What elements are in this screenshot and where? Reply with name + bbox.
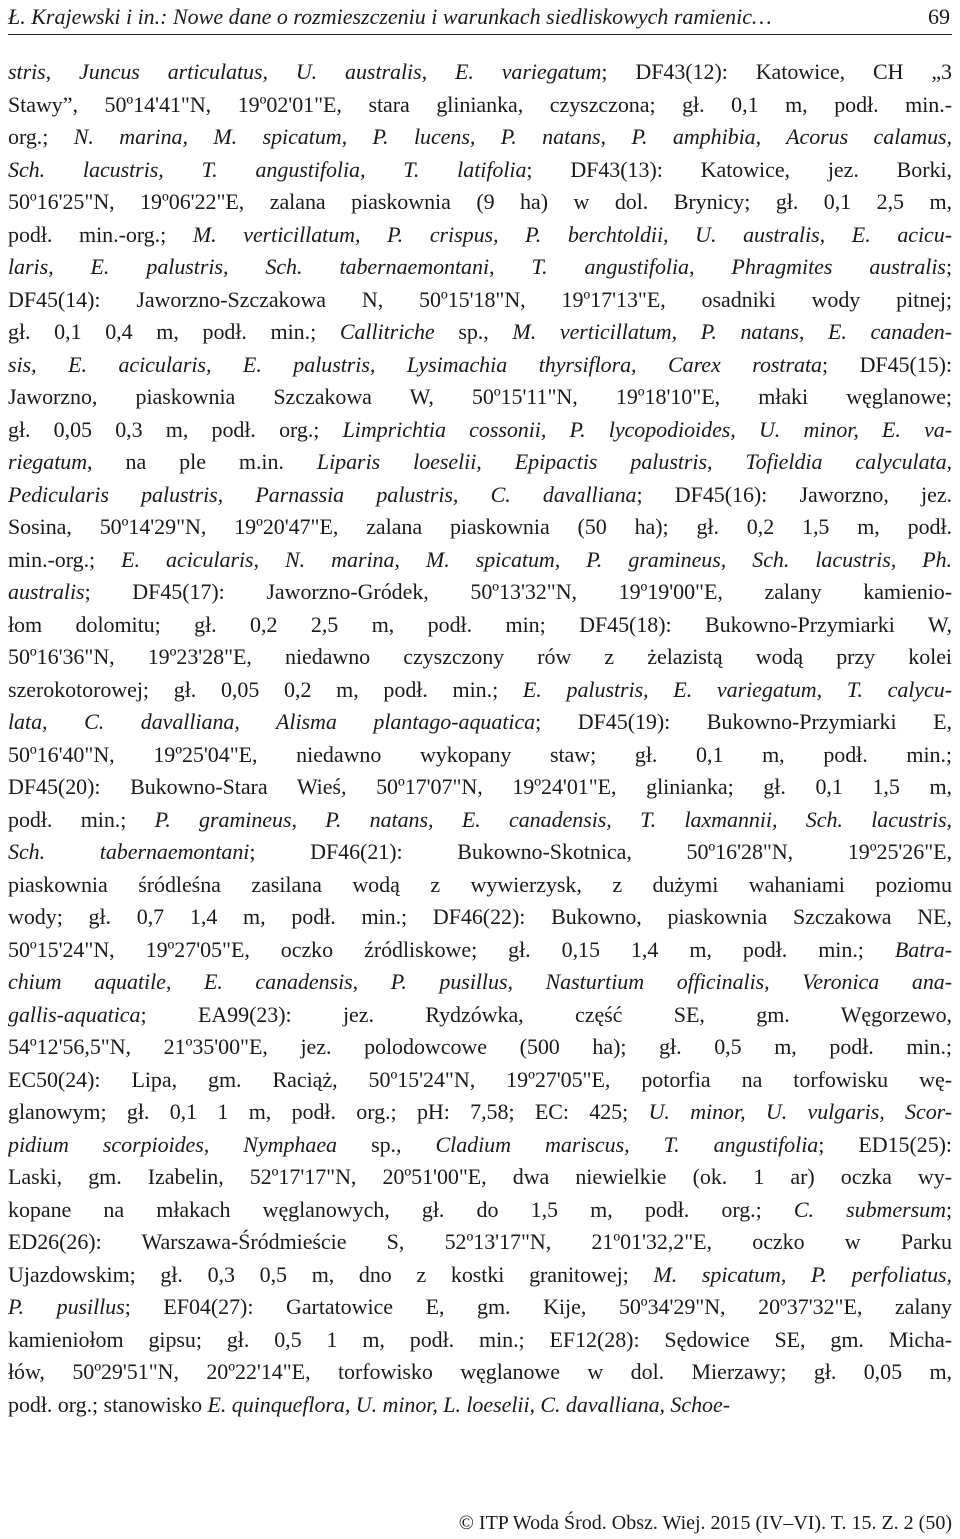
italic-species-name: M. verticillatum, P. crispus, P. berchtoldii, U. australis, E. acicu- xyxy=(192,221,952,247)
text-line xyxy=(8,1324,952,1357)
text-segment: łom dolomitu; gł. 0,2 2,5 m, podł. min; DF45(18): Bukowno-Przymiarki W, xyxy=(8,611,952,637)
text-line xyxy=(8,1291,952,1324)
text-line xyxy=(8,836,952,869)
text-segment: sp., xyxy=(337,1131,436,1157)
text-line xyxy=(8,89,952,122)
italic-species-name: E. acicularis, N. marina, M. spicatum, P. gramineus, Sch. lacustris, Ph. xyxy=(121,546,952,572)
text-line xyxy=(8,609,952,642)
text-segment: ; ED15(25): xyxy=(818,1131,952,1157)
text-line xyxy=(8,739,952,772)
text-segment: piaskownia śródleśna zasilana wodą z wywierzysk, z dużymi wahaniami poziomu xyxy=(8,871,952,897)
text-segment: podł. min.-org.; xyxy=(8,221,193,247)
text-line xyxy=(8,251,952,284)
text-line xyxy=(8,446,952,479)
text-line xyxy=(8,56,952,89)
text-segment: , na ple m.in. xyxy=(87,449,317,474)
text-line xyxy=(8,999,952,1032)
text-line xyxy=(8,154,952,187)
text-segment: DF45(20): Bukowno-Stara Wieś, 50º17'07"N, 19º24'01"E, glinianka; gł. 0,1 1,5 m, xyxy=(8,774,952,799)
text-line xyxy=(8,869,952,902)
text-segment: ; DF46(21): Bukowno-Skotnica, 50º16'28"N, 19º25'26"E, xyxy=(249,839,952,864)
text-segment: 50º16'25"N, 19º06'22"E, zalana piaskownia (9 ha) w dol. Brynicy; gł. 0,1 2,5 m, xyxy=(8,189,952,214)
text-line xyxy=(8,349,952,382)
text-segment: ; DF43(13): Katowice, jez. Borki, xyxy=(526,156,952,182)
italic-species-name: E. quinqueflora, U. minor, L. loeselii, C. davalliana, Schoe- xyxy=(207,1391,730,1417)
text-line xyxy=(8,316,952,349)
text-segment: gł. 0,1 0,4 m, podł. min.; xyxy=(8,319,340,344)
text-line xyxy=(8,934,952,967)
text-line xyxy=(8,121,952,154)
italic-species-name: chium aquatile, E. canadensis, P. pusillus, Nasturtium officinalis, Veronica ana- xyxy=(8,969,952,994)
text-segment: 50º15'24"N, 19º27'05"E, oczko źródliskowe; gł. 0,15 1,4 m, podł. min.; xyxy=(8,936,895,962)
text-line xyxy=(8,1096,952,1129)
text-segment: kopane na młakach węglanowych, gł. do 1,5 m, podł. org.; xyxy=(8,1196,794,1222)
italic-species-name: C. submersum xyxy=(793,1196,946,1222)
italic-species-name: Pedicularis palustris, Parnassia palustris, C. davalliana xyxy=(8,481,637,507)
italic-species-name: Batra- xyxy=(894,936,952,962)
page-number: 69 xyxy=(928,4,950,29)
text-line xyxy=(8,804,952,837)
text-line xyxy=(8,576,952,609)
italic-species-name: E. palustris, E. variegatum, T. calycu- xyxy=(522,676,952,702)
italic-species-name: Sch. tabernaemontani xyxy=(8,839,250,864)
text-segment: ; DF45(15): xyxy=(821,351,952,377)
text-segment: sp., xyxy=(434,319,513,344)
text-segment: glanowym; gł. 0,1 1 m, podł. org.; pH: 7,58; EC: 425; xyxy=(8,1099,649,1124)
text-segment: ; DF43(12): Katowice, CH „3 xyxy=(601,59,952,84)
text-segment: ED26(26): Warszawa-Śródmieście S, 52º13'17"N, 21º01'32,2"E, oczko w Parku xyxy=(8,1229,952,1254)
text-line xyxy=(8,219,952,252)
text-segment: ; DF45(16): Jaworzno, jez. xyxy=(636,481,952,507)
running-header-title: Ł. Krajewski i in.: Nowe dane o rozmieszczeniu i warunkach siedliskowych ramienic… xyxy=(8,4,772,29)
article-body-text xyxy=(8,56,952,1421)
journal-footer: © ITP Woda Środ. Obsz. Wiej. 2015 (IV–VI). T. 15. Z. 2 (50) xyxy=(458,1512,952,1534)
text-line xyxy=(8,1194,952,1227)
text-segment: Sosina, 50º14'29"N, 19º20'47"E, zalana piaskownia (50 ha); gł. 0,2 1,5 m, podł. xyxy=(8,514,952,539)
text-line xyxy=(8,966,952,999)
text-segment: ; EF04(27): Gartatowice E, gm. Kije, 50º34'29"N, 20º37'32"E, zalany xyxy=(124,1294,952,1319)
text-segment: 54º12'56,5"N, 21º35'00"E, jez. polodowcowe (500 ha); gł. 0,5 m, podł. min.; xyxy=(8,1034,952,1059)
italic-species-name: Sch. lacustris, T. angustifolia, T. latifolia xyxy=(8,156,527,182)
italic-species-name: N. marina, M. spicatum, P. lucens, P. natans, P. amphibia, Acorus calamus, xyxy=(73,124,952,149)
text-segment: 50º16'40"N, 19º25'04"E, niedawno wykopany staw; gł. 0,1 m, podł. min.; xyxy=(8,741,952,767)
text-segment: podł. min.; xyxy=(8,806,155,832)
text-segment: szerokotorowej; gł. 0,05 0,2 m, podł. min.; xyxy=(8,676,523,702)
text-line xyxy=(8,479,952,512)
text-segment: EC50(24): Lipa, gm. Raciąż, 50º15'24"N, 19º27'05"E, potorfia na torfowisku wę- xyxy=(8,1066,952,1092)
italic-species-name: stris, Juncus articulatus, U. australis, E. variegatum xyxy=(8,59,602,84)
text-segment: ; EA99(23): jez. Rydzówka, część SE, gm. Węgorzewo, xyxy=(140,1001,952,1027)
italic-species-name: lata, C. davalliana, Alisma plantago-aquatica xyxy=(8,709,536,734)
italic-species-name: Cladium mariscus, T. angustifolia xyxy=(435,1131,819,1157)
italic-species-name: laris, E. palustris, Sch. tabernaemontani, T. angustifolia, Phragmites australis xyxy=(8,254,946,279)
text-segment: min.-org.; xyxy=(8,546,122,572)
italic-species-name: M. spicatum, P. perfoliatus, xyxy=(653,1261,952,1287)
italic-species-name: riegatum xyxy=(8,449,88,474)
text-line xyxy=(8,1389,952,1422)
italic-species-name: U. minor, U. vulgaris, Scor- xyxy=(648,1099,952,1124)
italic-species-name: australis xyxy=(8,579,85,604)
text-segment: ; DF45(19): Bukowno-Przymiarki E, xyxy=(535,709,952,734)
text-segment: Jaworzno, piaskownia Szczakowa W, 50º15'11"N, 19º18'10"E, młaki węglanowe; xyxy=(8,384,952,409)
text-segment: gł. 0,05 0,3 m, podł. org.; xyxy=(8,416,343,442)
italic-species-name: Liparis loeselii, Epipactis palustris, Tofieldia calyculata, xyxy=(316,449,952,474)
italic-species-name: M. verticillatum, P. natans, E. canaden- xyxy=(512,319,952,344)
text-line xyxy=(8,1259,952,1292)
italic-species-name: pidium scorpioides, Nymphaea xyxy=(8,1131,337,1157)
text-line xyxy=(8,771,952,804)
text-segment: DF45(14): Jaworzno-Szczakowa N, 50º15'18"N, 19º17'13"E, osadniki wody pitnej; xyxy=(8,286,952,312)
italic-species-name: gallis-aquatica xyxy=(8,1001,141,1027)
text-segment: podł. org.; stanowisko xyxy=(8,1391,208,1417)
italic-species-name: Callitriche xyxy=(339,319,435,344)
text-segment: org.; xyxy=(8,124,74,149)
italic-species-name: sis, E. acicularis, E. palustris, Lysimachia thyrsiflora, Carex rostrata xyxy=(8,351,822,377)
text-line xyxy=(8,641,952,674)
text-line xyxy=(8,1129,952,1162)
text-segment: łów, 50º29'51"N, 20º22'14"E, torfowisko węglanowe w dol. Mierzawy; gł. 0,05 m, xyxy=(8,1359,952,1384)
italic-species-name: P. pusillus xyxy=(8,1294,125,1319)
text-line xyxy=(8,381,952,414)
text-segment: ; DF45(17): Jaworzno-Gródek, 50º13'32"N, 19º19'00"E, zalany kamienio- xyxy=(84,579,952,604)
text-line xyxy=(8,284,952,317)
text-segment: Stawy”, 50º14'41"N, 19º02'01"E, stara glinianka, czyszczona; gł. 0,1 m, podł. min.- xyxy=(8,91,952,117)
text-line xyxy=(8,1356,952,1389)
text-line xyxy=(8,414,952,447)
text-segment: ; xyxy=(945,1196,952,1222)
italic-species-name: P. gramineus, P. natans, E. canadensis, T. laxmannii, Sch. lacustris, xyxy=(154,806,952,832)
text-line xyxy=(8,511,952,544)
text-line xyxy=(8,1161,952,1194)
text-line xyxy=(8,1226,952,1259)
text-segment: kamieniołom gipsu; gł. 0,5 1 m, podł. min.; EF12(28): Sędowice SE, gm. Micha- xyxy=(8,1326,952,1352)
running-header xyxy=(8,0,952,35)
text-segment: Ujazdowskim; gł. 0,3 0,5 m, dno z kostki granitowej; xyxy=(8,1261,654,1287)
text-line xyxy=(8,706,952,739)
italic-species-name: Limprichtia cossonii, P. lycopodioides, U. minor, E. va- xyxy=(342,416,952,442)
text-line xyxy=(8,186,952,219)
text-segment: ; xyxy=(945,254,952,279)
text-segment: Laski, gm. Izabelin, 52º17'17"N, 20º51'00"E, dwa niewielkie (ok. 1 ar) oczka wy- xyxy=(8,1164,952,1189)
text-segment: wody; gł. 0,7 1,4 m, podł. min.; DF46(22): Bukowno, piaskownia Szczakowa NE, xyxy=(8,904,952,929)
text-line xyxy=(8,901,952,934)
text-line xyxy=(8,544,952,577)
text-line xyxy=(8,674,952,707)
text-segment: 50º16'36"N, 19º23'28"E, niedawno czyszczony rów z żelazistą wodą przy kolei xyxy=(8,644,952,669)
text-line xyxy=(8,1064,952,1097)
text-line xyxy=(8,1031,952,1064)
